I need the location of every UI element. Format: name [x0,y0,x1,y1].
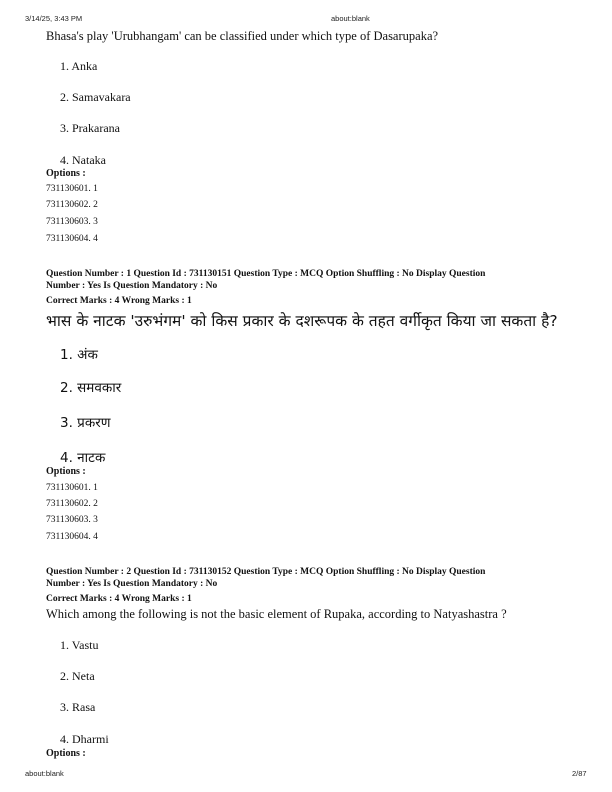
option-id: 731130602. 2 [46,499,98,509]
option-id: 731130603. 3 [46,515,98,525]
print-datetime: 3/14/25, 3:43 PM [25,14,83,23]
choice-item: 2. समवकार [60,380,122,396]
option-id: 731130602. 2 [46,200,98,210]
choice-item: 4. Nataka [60,153,106,167]
option-id: 731130604. 4 [46,234,98,244]
option-id: 731130601. 1 [46,483,98,493]
question-text-english: Which among the following is not the basic element of Rupaka, according to Natyashastra ? [46,607,507,621]
question-marks: Correct Marks : 4 Wrong Marks : 1 [46,296,192,306]
question-text-hindi: भास के नाटक 'उरुभंगम' को किस प्रकार के दशरूपक के तहत वर्गीकृत किया जा सकता है? [46,312,558,330]
choice-item: 4. नाटक [60,450,106,466]
options-label: Options : [46,748,86,759]
options-label: Options : [46,168,86,179]
choice-item: 2. Neta [60,669,95,683]
question-meta-line1: Question Number : 1 Question Id : 731130151 Question Type : MCQ Option Shuffling : No Display Question [46,269,486,279]
print-page-number: 2/87 [572,769,587,778]
print-footer-url: about:blank [25,769,64,778]
options-label: Options : [46,466,86,477]
question-meta-line2: Number : Yes Is Question Mandatory : No [46,281,218,291]
option-id: 731130603. 3 [46,217,98,227]
question-meta-line2: Number : Yes Is Question Mandatory : No [46,579,218,589]
option-id: 731130604. 4 [46,532,98,542]
choice-item: 2. Samavakara [60,90,131,104]
choice-item: 4. Dharmi [60,732,109,746]
choice-item: 1. Vastu [60,638,99,652]
choice-item: 3. Prakarana [60,121,120,135]
question-marks: Correct Marks : 4 Wrong Marks : 1 [46,594,192,604]
choice-item: 1. अंक [60,347,98,363]
question-meta-line1: Question Number : 2 Question Id : 731130152 Question Type : MCQ Option Shuffling : No Display Question [46,567,486,577]
choice-item: 3. Rasa [60,700,96,714]
print-page-title: about:blank [331,14,370,23]
option-id: 731130601. 1 [46,184,98,194]
choice-item: 1. Anka [60,59,98,73]
choice-item: 3. प्रकरण [60,415,111,431]
question-text-english: Bhasa's play 'Urubhangam' can be classified under which type of Dasarupaka? [46,29,439,43]
